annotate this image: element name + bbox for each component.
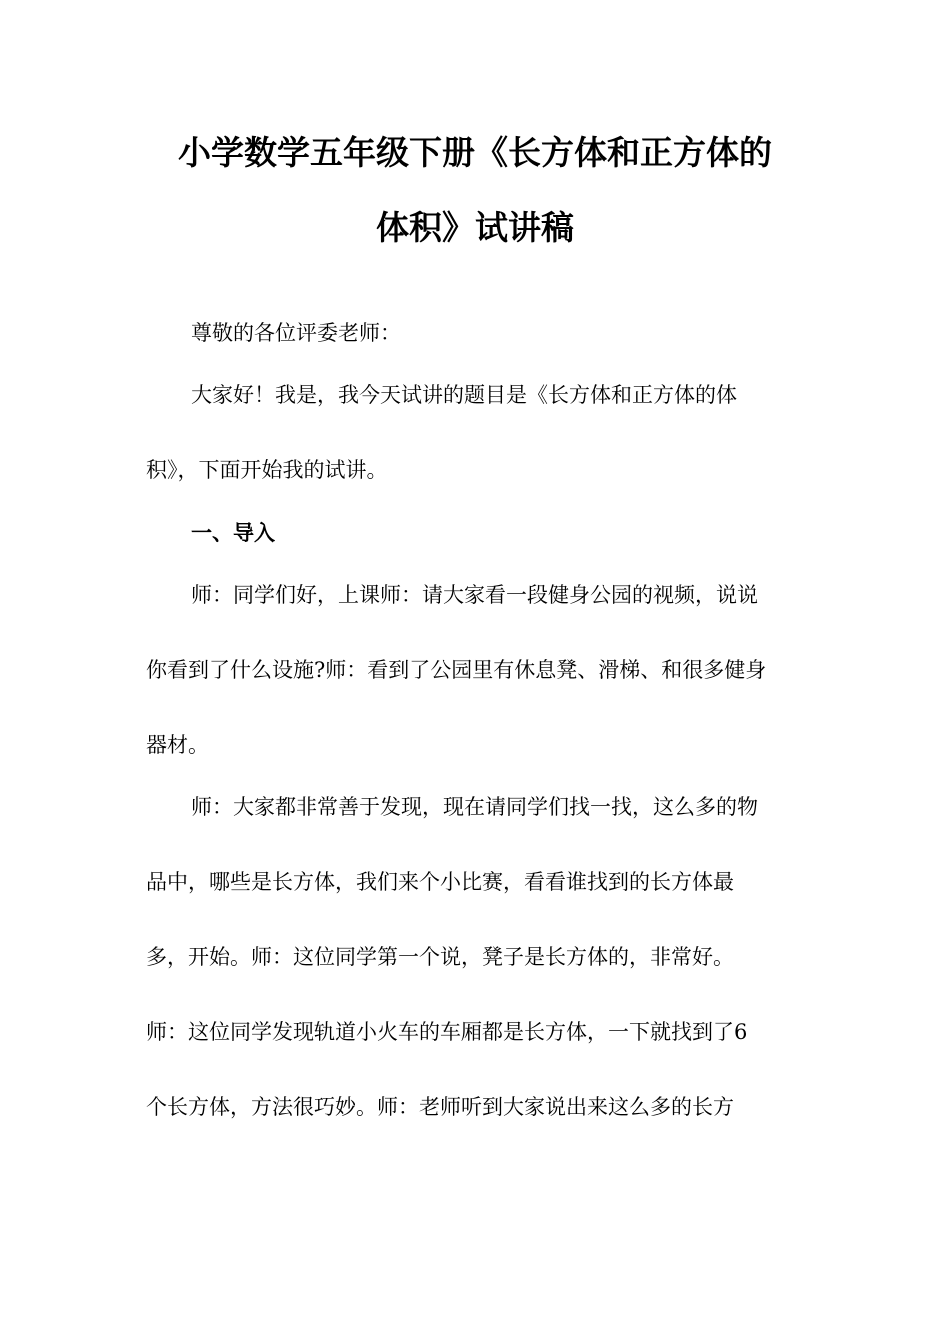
paragraph-line: 师：这位同学发现轨道小火车的车厢都是长方体，一下就找到了6 [146, 1020, 748, 1044]
section-heading: 一、导入 [191, 521, 275, 545]
paragraph-line: 个长方体，方法很巧妙。师：老师听到大家说出来这么多的长方 [146, 1095, 734, 1119]
paragraph-line: 大家好！我是，我今天试讲的题目是《长方体和正方体的体 [191, 383, 737, 407]
paragraph-line: 师：同学们好，上课师：请大家看一段健身公园的视频，说说 [191, 583, 758, 607]
paragraph-line: 你看到了什么设施?师：看到了公园里有休息凳、滑梯、和很多健身 [146, 658, 767, 682]
paragraph-line: 品中，哪些是长方体，我们来个小比赛，看看谁找到的长方体最 [146, 870, 734, 894]
salutation: 尊敬的各位评委老师： [191, 321, 401, 345]
document-title-line-1: 小学数学五年级下册《长方体和正方体的 [178, 133, 772, 172]
document-title-line-2: 体积》试讲稿 [376, 208, 574, 247]
paragraph-line: 多，开始。师：这位同学第一个说，凳子是长方体的，非常好。 [146, 945, 734, 969]
paragraph-line: 积》，下面开始我的试讲。 [146, 458, 388, 482]
paragraph-line: 器材。 [146, 733, 209, 757]
paragraph-line: 师：大家都非常善于发现，现在请同学们找一找，这么多的物 [191, 795, 758, 819]
